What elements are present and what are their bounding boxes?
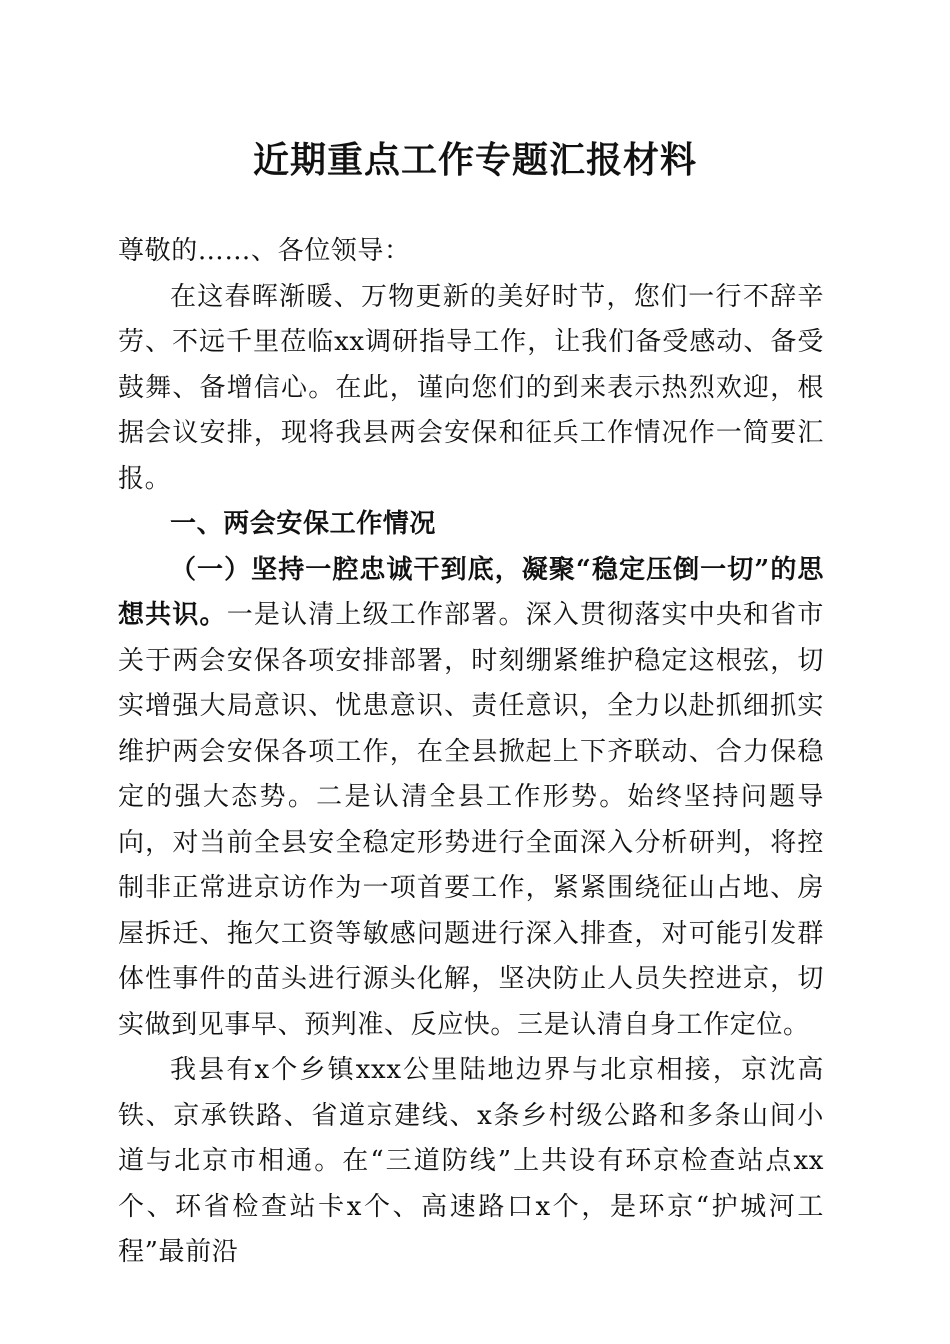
salutation: 尊敬的……、各位领导： [118, 236, 411, 266]
subsection-body-1: 一是认清上级工作部署。深入贯彻落实中央和省市关于两会安保各项安排部署，时刻绷紧维护稳定这根弦，切实增强大局意识、忧患意识、责任意识，全力以赴抓细抓实维护两会安保各项工作，在全县掀起上下齐联动、合力保稳定的强大态势。二是认清全县工作形势。始终坚持问题导向，对当前全县安全稳定形势进行全面深入分析研判，将控制非正常进京访作为一项首要工作，紧紧围绕征山占地、房屋拆迁、拖欠工资等敏感问题进行深入排查，对可能引发群体性事件的苗头进行源头化解，坚决防止人员失控进京，切实做到见事早、预判准、反应快。三是认清自身工作定位。 [118, 600, 824, 1040]
intro-paragraph: 在这春晖渐暖、万物更新的美好时节，您们一行不辞辛劳、不远千里莅临xx调研指导工作，让我们备受感动、备受鼓舞、备增信心。在此，谨向您们的到来表示热烈欢迎，根据会议安排，现将我县两会安保和征兵工作情况作一简要汇报。 [118, 281, 824, 494]
document-body [118, 229, 824, 1276]
document-title: 近期重点工作专题汇报材料 [252, 139, 697, 181]
subsection-heading-1: （一）坚持一腔忠诚干到底，凝聚“稳定压倒一切”的思想共识。 [118, 554, 824, 630]
section-heading-1: 一、两会安保工作情况 [170, 509, 437, 539]
subsection-paragraph-1 [118, 548, 824, 1049]
border-paragraph: 我县有x个乡镇xxx公里陆地边界与北京相接，京沈高铁、京承铁路、省道京建线、x条乡村级公路和多条山间小道与北京市相通。在“三道防线”上共设有环京检查站点xx个、环省检查站卡x个、高速路口x个，是环京“护城河工程”最前沿 [118, 1055, 824, 1267]
